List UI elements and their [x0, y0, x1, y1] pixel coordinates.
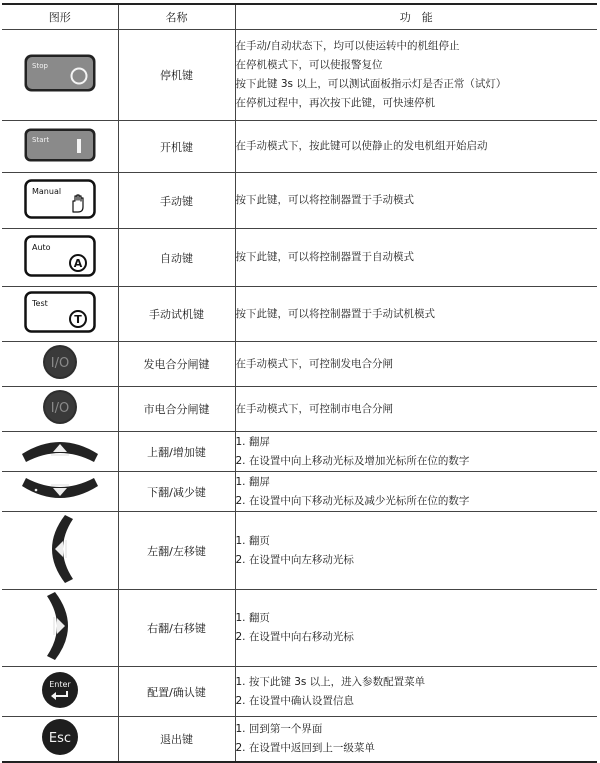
svg-text:T: T [73, 313, 82, 326]
down-key-icon [20, 476, 100, 504]
function-line: 在手动模式下，按此键可以使静止的发电机组开始启动 [235, 140, 488, 152]
key-name: 市电合分闸键 [118, 387, 235, 432]
test-key-icon [24, 291, 96, 333]
up-key-icon [20, 436, 100, 464]
key-name: 下翻/减少键 [118, 472, 235, 512]
header-function: 功 能 [235, 4, 597, 30]
key-name: 发电合分闸键 [118, 342, 235, 387]
right-key-icon [45, 590, 75, 662]
key-name: 手动键 [118, 173, 235, 229]
enter-key-label: Enter [49, 679, 71, 689]
table-row [2, 287, 597, 342]
mains-breaker-key-icon [42, 389, 78, 425]
table-row [2, 342, 597, 387]
svg-text:A: A [73, 256, 83, 270]
function-line: 2. 在设置中向下移动光标及减少光标所在位的数字 [235, 494, 470, 507]
function-line: 1. 按下此键 3s 以上，进入参数配置菜单 [235, 675, 426, 688]
function-line: 1. 翻页 [235, 534, 270, 547]
esc-key-label: Esc [48, 730, 71, 746]
function-line: 在停机过程中，再次按下此键，可快速停机 [235, 97, 435, 109]
key-name: 配置/确认键 [118, 667, 235, 717]
key-name: 开机键 [118, 121, 235, 173]
enter-key-icon [41, 671, 79, 709]
test-key-label: Test [31, 299, 48, 308]
key-name: 退出键 [118, 717, 235, 762]
start-key-icon [23, 127, 97, 163]
function-line: 1. 回到第一个界面 [235, 722, 323, 735]
table-row [2, 512, 597, 590]
gen-breaker-key-label: I/O [50, 356, 69, 371]
function-line: 按下此键，可以将控制器置于手动模式 [235, 194, 414, 206]
key-name: 右翻/右移键 [118, 590, 235, 667]
header-name: 名称 [118, 4, 235, 30]
key-name: 上翻/增加键 [118, 432, 235, 472]
function-line: 2. 在设置中向右移动光标 [235, 631, 354, 643]
manual-key-label: Manual [31, 186, 61, 196]
stop-key-icon [23, 53, 97, 93]
table-row [2, 229, 597, 287]
table-row [2, 432, 597, 472]
function-line: 按下此键，可以将控制器置于手动试机模式 [235, 307, 435, 320]
function-line: 在手动/自动状态下，均可以使运转中的机组停止 [235, 40, 460, 52]
table-row [2, 30, 597, 121]
function-line: 按下此键 3s 以上，可以测试面板指示灯是否正常（试灯） [235, 78, 507, 90]
function-line: 在手动模式下，可控制市电合分闸 [235, 402, 393, 415]
auto-key-icon [24, 235, 96, 277]
function-line: 1. 翻屏 [235, 435, 270, 448]
function-line: 2. 在设置中向左移动光标 [235, 553, 354, 566]
stop-key-label: Stop [31, 62, 48, 70]
function-line: 2. 在设置中确认设置信息 [235, 694, 354, 707]
function-line: 1. 翻页 [235, 612, 270, 624]
mains-breaker-key-label: I/O [50, 401, 69, 416]
table-header-row [2, 4, 597, 30]
key-function-table [2, 3, 597, 763]
function-line: 2. 在设置中返回到上一级菜单 [235, 741, 375, 754]
left-key-icon [45, 513, 75, 585]
table-row [2, 121, 597, 173]
gen-breaker-key-icon [42, 344, 78, 380]
function-line: 在手动模式下，可控制发电合分闸 [235, 357, 393, 370]
function-line: 在停机模式下，可以使报警复位 [235, 59, 383, 71]
start-key-label: Start [31, 135, 49, 144]
key-name: 左翻/左移键 [118, 512, 235, 590]
key-name: 停机键 [118, 30, 235, 121]
function-line: 按下此键，可以将控制器置于自动模式 [235, 251, 414, 263]
key-name: 手动试机键 [118, 287, 235, 342]
table-row [2, 387, 597, 432]
header-icon: 图形 [2, 4, 118, 30]
auto-key-label: Auto [31, 242, 51, 252]
function-line: 1. 翻屏 [235, 475, 270, 488]
function-line: 2. 在设置中向上移动光标及增加光标所在位的数字 [235, 454, 470, 467]
table-row [2, 173, 597, 229]
table-row [2, 590, 597, 667]
table-row [2, 472, 597, 512]
table-row [2, 667, 597, 717]
esc-key-icon [41, 718, 79, 756]
manual-key-icon [24, 179, 96, 219]
key-name: 自动键 [118, 229, 235, 287]
